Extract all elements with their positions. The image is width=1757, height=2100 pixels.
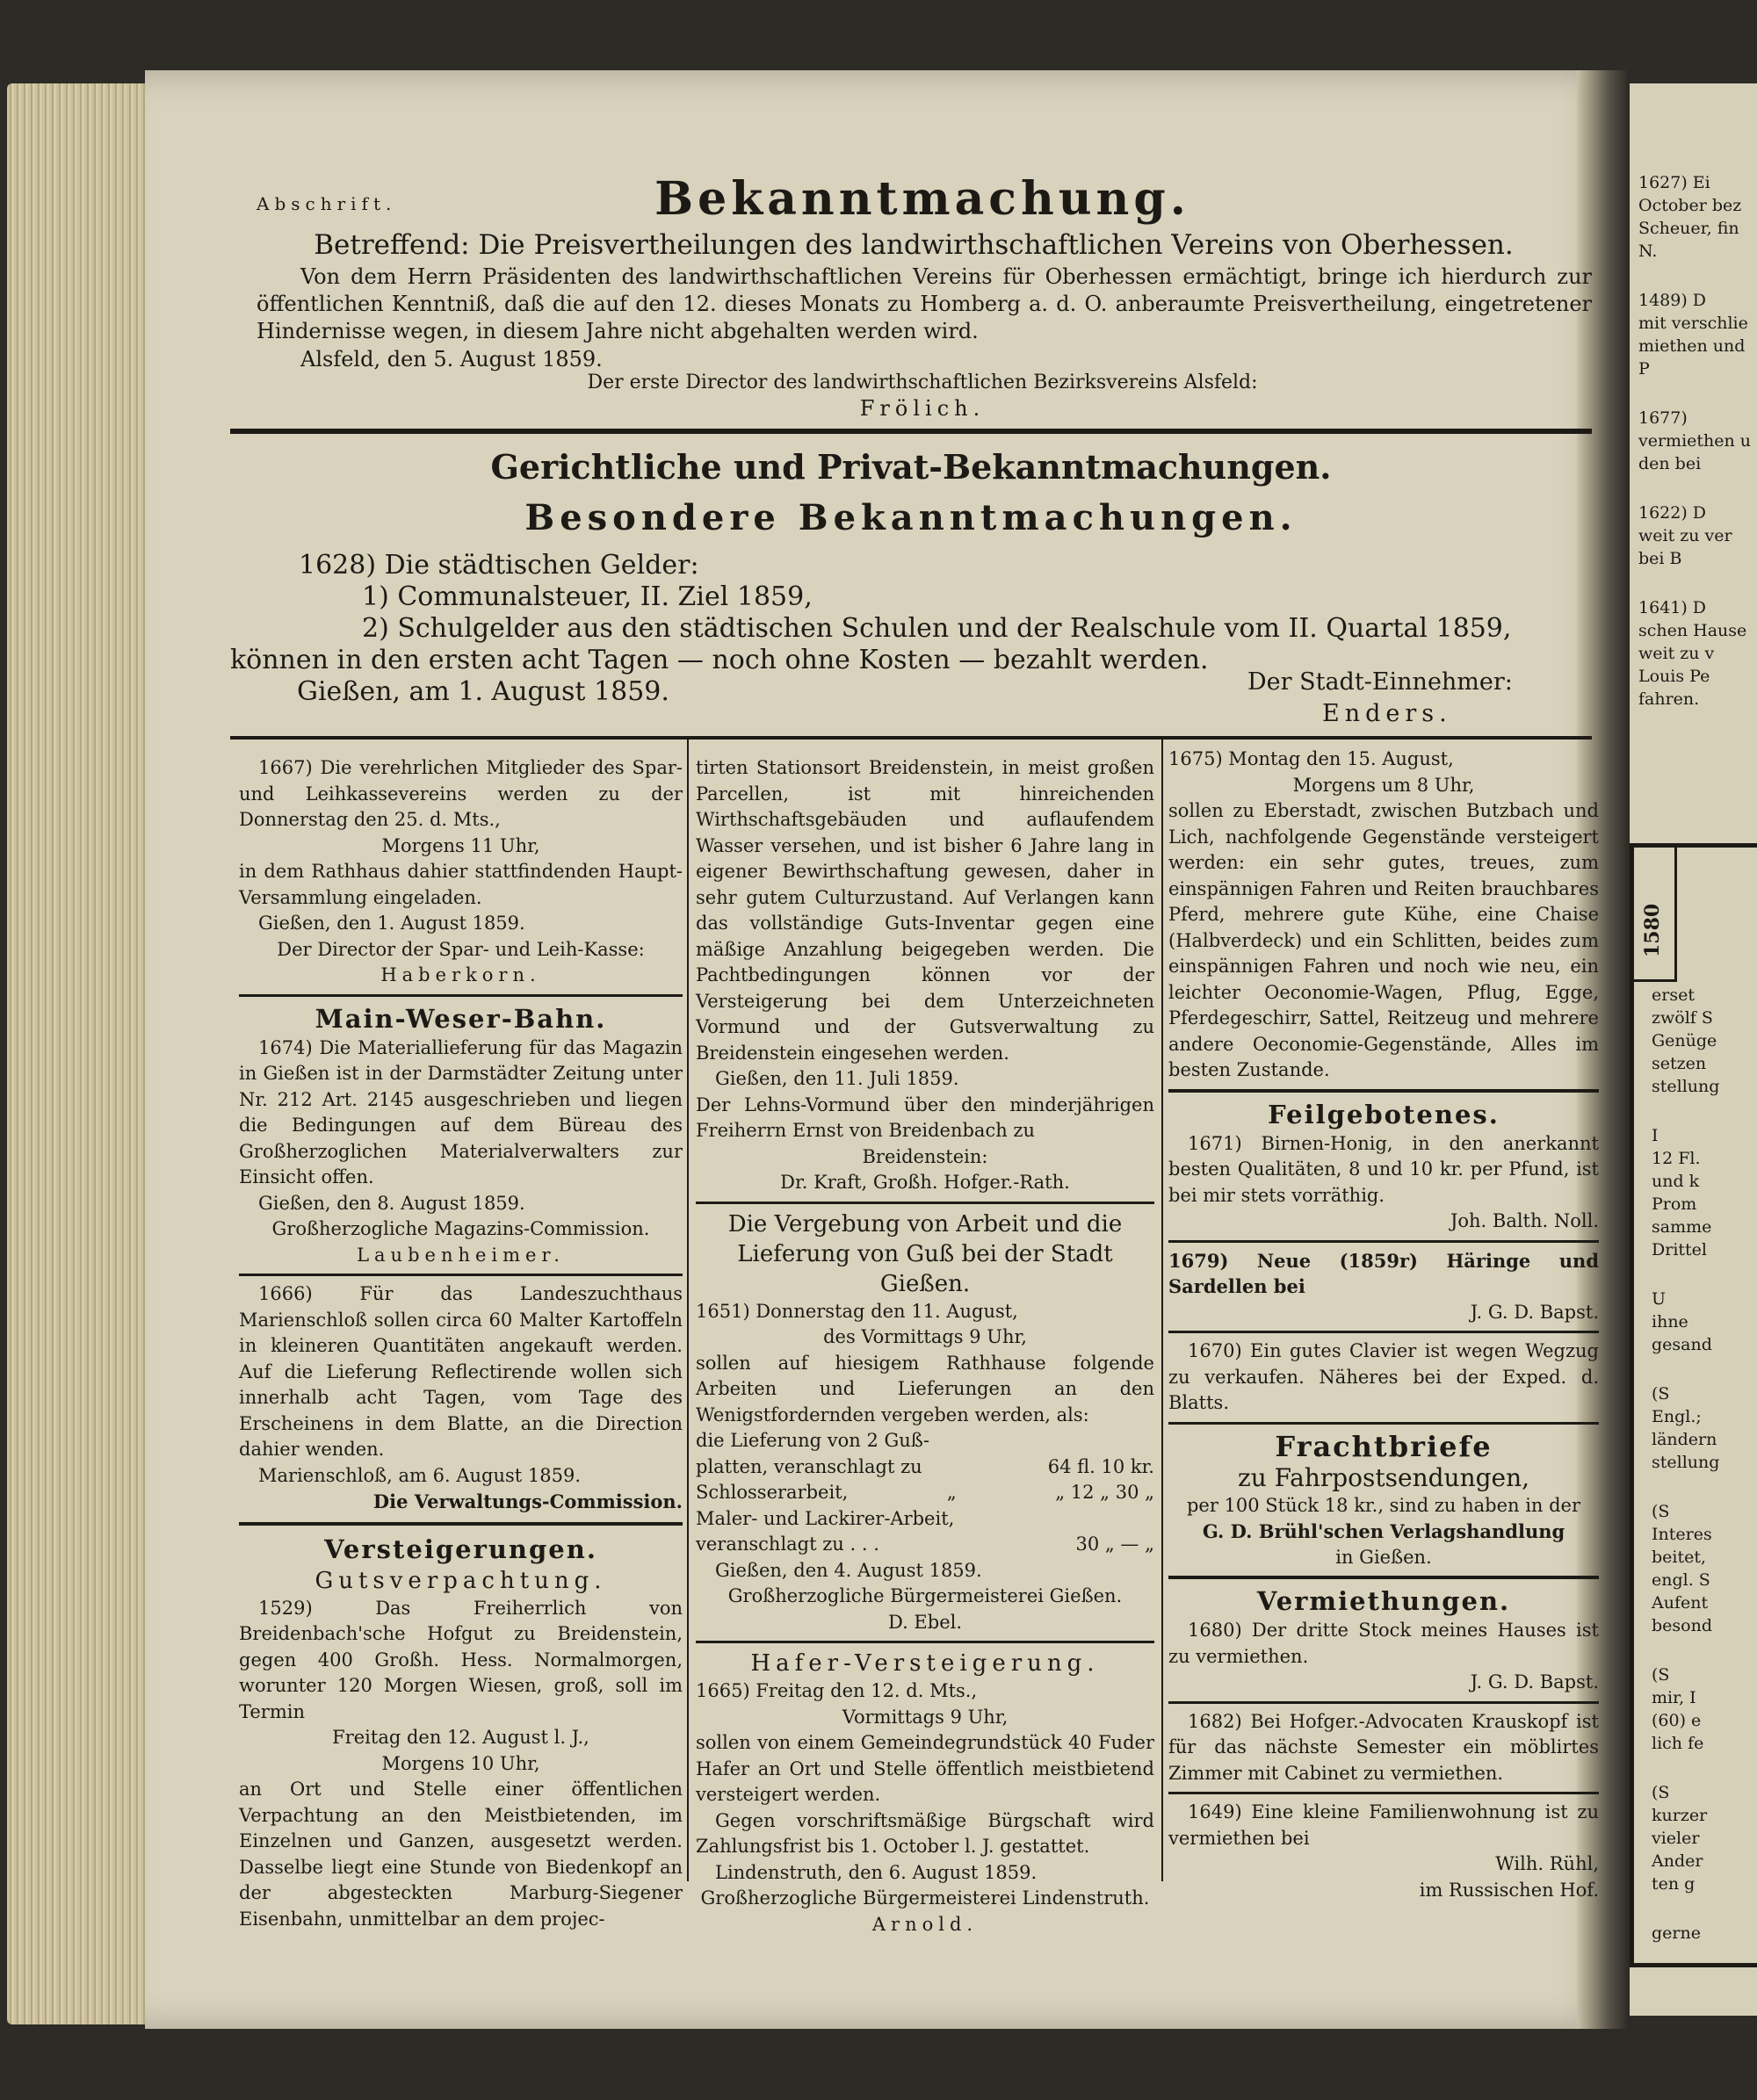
notice-title: Bekanntmachung. (654, 172, 1190, 226)
notice-1680: 1680) Der dritte Stock meines Hauses ist zu vermiethen. (1168, 1620, 1599, 1667)
notice-1651-body: sollen auf hiesigem Rathhause folgende Arbeiten und Lieferungen an den Wenigstfordernden vergeben werden, als: (696, 1352, 1154, 1425)
divider (1168, 1701, 1599, 1704)
divider (696, 1202, 1154, 1204)
abschrift-label: Abschrift. (257, 193, 397, 214)
book-page-edges (7, 83, 156, 2024)
frachtbriefe-publisher: G. D. Brühl'schen Verlagshandlung (1202, 1520, 1565, 1542)
versteigerungen-heading: Versteigerungen. (324, 1534, 597, 1564)
notice-1667-signer: Der Director der Spar- und Leih-Kasse: (277, 938, 645, 960)
adjacent-line: October bez (1638, 196, 1742, 215)
notice-1680-name: J. G. D. Bapst. (1470, 1671, 1599, 1692)
column-1 (239, 755, 683, 1932)
notice-1529-date: Gießen, den 11. Juli 1859. (715, 1068, 959, 1089)
adjacent-line: setzen (1652, 1054, 1707, 1073)
notice-1529-body: an Ort und Stelle einer öffentlichen Verpachtung an den Meistbietenden, im Einzelnen und Ganzen, ausgesetzt werden. Dasselbe liegt eine Stunde von Biedenkopf an der abgesteckten Marburg-Siegener Eisenbahn, unmittelbar an dem projec- (239, 1779, 683, 1930)
cost-row-3 (696, 1506, 1154, 1533)
notice-1529-signer: Der Lehns-Vormund über den minderjährigen Freiherrn Ernst von Breidenbach zu (696, 1093, 1154, 1141)
cost-label: platten, veranschlagt zu (696, 1455, 922, 1477)
adjacent-line: erset (1652, 985, 1695, 1005)
notice-1679: 1679) Neue (1859r) Häringe und Sardellen bei (1168, 1249, 1599, 1297)
notice-1667-name: Haberkorn. (380, 964, 541, 985)
notice-1665-time: Vormittags 9 Uhr, (842, 1706, 1009, 1728)
divider (1168, 1240, 1599, 1243)
vergebung-heading: Die Vergebung von Arbeit und die Lieferung von Guß bei der Stadt Gießen. (727, 1210, 1123, 1297)
notice-1679-name: J. G. D. Bapst. (1470, 1301, 1599, 1323)
column-3 (1168, 747, 1599, 1903)
adjacent-line: weit zu ver (1638, 526, 1732, 545)
hafer-versteigerung-heading: Hafer-Versteigerung. (750, 1650, 1100, 1677)
adjacent-line: kurzer (1652, 1806, 1708, 1825)
box-text (1652, 984, 1757, 1945)
adjacent-line: 12 Fl. (1652, 1149, 1701, 1168)
adjacent-line: und k (1652, 1172, 1700, 1191)
notice-1666-date: Marienschloß, am 6. August 1859. (258, 1464, 582, 1486)
adjacent-line: ten g (1652, 1874, 1696, 1894)
divider (1168, 1792, 1599, 1794)
notice-1674-signer: Großherzogliche Magazins-Commission. (271, 1218, 650, 1239)
frachtbriefe-price: per 100 Stück 18 kr., sind zu haben in der (1186, 1494, 1581, 1516)
cost-row-2 (696, 1480, 1154, 1506)
divider (239, 1522, 683, 1526)
adjacent-line: schen Hause (1638, 621, 1747, 640)
adjacent-line: 1489) D (1638, 291, 1707, 310)
notice-1529-continued: tirten Stationsort Breidenstein, in meist großen Parcellen, ist mit hinreichenden Wirthschaftsgebäuden und auflaufendem Wasser versehen, und ist bisher 6 Jahre lang in eigener Bewirthschaftung gewesen, daher in sehr gutem Culturzustand. Auf Verlangen kann das vollständige Guts-Inventar gegen eine mäßige Anzahlung beigegeben werden. Die Pachtbedingungen können vor der Versteigerung bei dem Unterzeichneten Vormund und der Gutsverwaltung zu Breidenstein eingesehen werden. (696, 757, 1154, 1064)
notice-1649-name: Wilh. Rühl, (1495, 1853, 1599, 1874)
divider (696, 1641, 1154, 1643)
notice-1628-line2: 1) Communalsteuer, II. Ziel 1859, (362, 581, 813, 612)
adjacent-line: miethen und (1638, 336, 1746, 356)
cost-value: 64 fl. 10 kr. (1047, 1455, 1154, 1477)
notice-subject: Betreffend: Die Preisvertheilungen des landwirthschaftlichen Vereins von Oberhessen. (314, 229, 1514, 261)
notice-1651-time: des Vormittags 9 Uhr, (823, 1326, 1027, 1347)
adjacent-line: mit verschlie (1638, 314, 1748, 333)
notice-1665-date: Lindenstruth, den 6. August 1859. (715, 1861, 1038, 1883)
adjacent-line: den bei (1638, 454, 1702, 473)
cost-row-3b (696, 1532, 1154, 1558)
adjacent-line: (60) e (1652, 1711, 1702, 1730)
adjacent-line: P (1638, 359, 1650, 379)
adjacent-line: (S (1652, 1384, 1670, 1404)
cost-row-1b (696, 1454, 1154, 1481)
notice-1670: 1670) Ein gutes Clavier ist wegen Wegzug zu verkaufen. Näheres bei der Exped. d. Blatts. (1168, 1340, 1599, 1413)
adjacent-line: Ander (1652, 1851, 1703, 1871)
notice-1651-signer: Großherzogliche Bürgermeisterei Gießen. (727, 1585, 1123, 1606)
cost-row-1 (696, 1428, 1154, 1454)
adjacent-line: Engl.; (1652, 1407, 1702, 1426)
cost-label: Maler- und Lackirer-Arbeit, (696, 1507, 955, 1529)
cost-value: „ 12 „ 30 „ (1055, 1482, 1154, 1503)
adjacent-line: fahren. (1638, 689, 1700, 709)
notice-1649: 1649) Eine kleine Familienwohnung ist zu vermiethen bei (1168, 1801, 1599, 1849)
divider (1168, 1089, 1599, 1093)
column-rule-1 (687, 740, 689, 1881)
notice-1651-date: Gießen, den 4. August 1859. (715, 1559, 982, 1581)
notice-1628-signer: Der Stadt-Einnehmer: (1247, 668, 1513, 696)
box-number: 1580 (1641, 903, 1664, 957)
adjacent-line: N. (1638, 242, 1658, 261)
notice-1666: 1666) Für das Landeszuchthaus Marienschloß sollen circa 60 Malter Kartoffeln in kleineren Quantitäten angekauft werden. Auf die Lieferung Reflectirende wollen sich innerhalb acht Tagen, vom Tage des Erscheinens in dem Blatte, an die Direction dahier wenden. (239, 1283, 683, 1460)
adjacent-page (1630, 83, 1757, 2016)
notice-1628-line1: 1628) Die städtischen Gelder: (299, 550, 699, 581)
divider-thick (230, 429, 1592, 434)
notice-1674-date: Gießen, den 8. August 1859. (258, 1192, 525, 1214)
cost-value: 30 „ — „ (1075, 1534, 1154, 1555)
gutsverpachtung-heading: Gutsverpachtung. (315, 1567, 607, 1594)
adjacent-line: I (1652, 1126, 1659, 1145)
adjacent-line: Louis Pe (1638, 667, 1710, 686)
adjacent-line: stellung (1652, 1453, 1720, 1472)
cost-mark: „ (946, 1482, 957, 1503)
notice-1651-name: D. Ebel. (887, 1611, 963, 1633)
notice-1628-line3: 2) Schulgelder aus den städtischen Schulen und der Realschule vom II. Quartal 1859, (362, 613, 1512, 644)
adjacent-line: (S (1652, 1665, 1670, 1685)
notice-1667: 1667) Die verehrlichen Mitglieder des Spar- und Leihkassevereins werden zu der Donnerstag den 25. d. Mts., (239, 757, 683, 830)
notice-1529: 1529) Das Freiherrlich von Breidenbach'sche Hofgut zu Breidenstein, gegen 400 Großh. Hess. Normalmorgen, worunter 120 Morgen Wiesen, groß, soll im Termin (239, 1597, 683, 1722)
notice-director: Der erste Director des landwirthschaftlichen Bezirksvereins Alsfeld: (587, 372, 1258, 393)
adjacent-line: Drittel (1652, 1240, 1707, 1259)
adjacent-line: lich fe (1652, 1734, 1704, 1753)
divider (1168, 1331, 1599, 1333)
notice-1667-body: in dem Rathhaus dahier stattfindenden Haupt-Versammlung eingeladen. (239, 861, 683, 908)
adjacent-line: U (1652, 1289, 1667, 1309)
adjacent-line: Prom (1652, 1194, 1697, 1214)
adjacent-line: beitet, (1652, 1548, 1707, 1567)
divider (1168, 1422, 1599, 1425)
adjacent-line: samme (1652, 1217, 1712, 1237)
adjacent-page-box (1630, 843, 1757, 1967)
column-2 (696, 755, 1154, 1938)
adjacent-line: 1677) (1638, 408, 1688, 428)
notice-1529-signer-name: Dr. Kraft, Großh. Hofger.-Rath. (780, 1172, 1070, 1193)
adjacent-line: Genüge (1652, 1031, 1717, 1050)
adjacent-line: 1622) D (1638, 503, 1707, 523)
notice-1667-date: Gießen, den 1. August 1859. (258, 913, 525, 934)
notice-1665-terms: Gegen vorschriftsmäßige Bürgschaft wird Zahlungsfrist bis 1. October l. J. gestattet. (696, 1809, 1154, 1857)
adjacent-line: bei B (1638, 549, 1682, 568)
cost-label: veranschlagt zu . . . (696, 1534, 879, 1555)
cost-label: Schlosserarbeit, (696, 1482, 849, 1503)
adjacent-line: gesand (1652, 1335, 1712, 1354)
adjacent-line: mir, I (1652, 1688, 1696, 1707)
adjacent-line: engl. S (1652, 1570, 1710, 1590)
adjacent-line: vieler (1652, 1829, 1700, 1848)
adjacent-line: 1641) D (1638, 598, 1707, 617)
notice-1671: 1671) Birnen-Honig, in den anerkannt besten Qualitäten, 8 und 10 kr. per Pfund, ist bei mir stets vorräthig. (1168, 1132, 1599, 1206)
notice-1529-day: Freitag den 12. August l. J., (332, 1727, 589, 1748)
divider-columns-top (230, 736, 1592, 740)
notice-1671-name: Joh. Balth. Noll. (1450, 1210, 1599, 1231)
frachtbriefe-subheading: zu Fahrpostsendungen, (1237, 1462, 1530, 1492)
adjacent-line: zwölf S (1652, 1008, 1713, 1028)
divider (239, 994, 683, 997)
notice-1628-line4: können in den ersten acht Tagen — noch ohne Kosten — bezahlt werden. (230, 645, 1209, 675)
notice-1649-place: im Russischen Hof. (1419, 1879, 1599, 1901)
notice-1666-signer: Die Verwaltungs-Commission. (372, 1490, 683, 1512)
notice-1675: 1675) Montag den 15. August, (1168, 748, 1454, 769)
adjacent-line: gerne (1652, 1923, 1701, 1943)
adjacent-line: Interes (1652, 1525, 1712, 1544)
notice-1675-body: sollen zu Eberstadt, zwischen Butzbach und Lich, nachfolgende Gegenstände versteigert werden: ein sehr gutes, treues, zum einspännigen Fahren und Reiten brauchbares Pferd, mehrere gute Kühe, eine Chaise (Halbverdeck) und ein Schlitten, beides zum einspännigen Fahren und noch wie neu, ein leichter Oeconomie-Wagen, Pflug, Egge, Pferdegeschirr, Sattel, Reitzeug und mehrere andere Oeconomie-Gegenstände, Alles im besten Zustande. (1168, 800, 1599, 1080)
notice-1665-signer: Großherzogliche Bürgermeisterei Lindenstruth. (700, 1887, 1150, 1909)
adjacent-page-text (1638, 171, 1757, 711)
notice-1665-body: sollen von einem Gemeindegrundstück 40 Fuder Hafer an Ort und Stelle öffentlich meistbietend versteigert werden. (696, 1732, 1154, 1805)
adjacent-line: Aufent (1652, 1593, 1709, 1613)
notice-1667-time: Morgens 11 Uhr, (381, 834, 540, 856)
divider (1168, 1576, 1599, 1579)
adjacent-line: (S (1652, 1783, 1670, 1802)
divider (239, 1274, 683, 1276)
adjacent-line: ihne (1652, 1312, 1688, 1331)
adjacent-line: 1627) Ei (1638, 173, 1710, 192)
notice-signer-name: Frölich. (859, 396, 986, 421)
frachtbriefe-heading: Frachtbriefe (1275, 1429, 1493, 1463)
notice-1665: 1665) Freitag den 12. d. Mts., (696, 1680, 978, 1701)
notice-1651: 1651) Donnerstag den 11. August, (696, 1300, 1018, 1322)
feilgebotenes-heading: Feilgebotenes. (1268, 1099, 1500, 1129)
adjacent-line: stellung (1652, 1077, 1720, 1096)
notice-1674-name: Laubenheimer. (357, 1244, 565, 1266)
adjacent-line: ländern (1652, 1430, 1717, 1449)
frachtbriefe-place: in Gießen. (1335, 1546, 1432, 1568)
notice-1665-name: Arnold. (871, 1913, 979, 1935)
notice-1529-time: Morgens 10 Uhr, (381, 1752, 540, 1774)
notice-1529-signer-place: Breidenstein: (862, 1145, 988, 1167)
adjacent-line: weit zu v (1638, 644, 1715, 663)
box-number-cell (1634, 848, 1677, 982)
cost-label: die Lieferung von 2 Guß- (696, 1430, 929, 1451)
notice-1675-time: Morgens um 8 Uhr, (1292, 774, 1475, 796)
notice-1682: 1682) Bei Hofger.-Advocaten Krauskopf ist für das nächste Semester ein möblirtes Zimmer mit Cabinet zu vermiethen. (1168, 1710, 1599, 1784)
notice-date: Alsfeld, den 5. August 1859. (300, 347, 603, 372)
adjacent-line: besond (1652, 1616, 1712, 1635)
vermiethungen-heading: Vermiethungen. (1256, 1586, 1511, 1616)
section-subheading: Besondere Bekanntmachungen. (524, 497, 1298, 538)
adjacent-line: vermiethen u (1638, 431, 1752, 451)
main-weser-bahn-heading: Main-Weser-Bahn. (315, 1003, 607, 1034)
notice-1628-date: Gießen, am 1. August 1859. (297, 676, 669, 707)
adjacent-line: (S (1652, 1502, 1670, 1521)
notice-1628-name: Enders. (1322, 700, 1452, 727)
section-heading: Gerichtliche und Privat-Bekanntmachungen. (490, 447, 1332, 487)
adjacent-line: Scheuer, fin (1638, 219, 1739, 238)
notice-1674: 1674) Die Materiallieferung für das Magazin in Gießen ist in der Darmstädter Zeitung unter Nr. 212 Art. 2145 ausgeschrieben und liegen die Bedingungen auf dem Büreau des Großherzoglichen Materialverwalters zur Einsicht offen. (239, 1036, 683, 1187)
column-rule-2 (1161, 740, 1163, 1881)
notice-body: Von dem Herrn Präsidenten des landwirthschaftlichen Vereins für Oberhessen ermächtigt, bringe ich hierdurch zur öffentlichen Kenntniß, daß die auf den 12. dieses Monats zu Homberg a. d. O. anberaumte Preisvertheilung, eingetretener Hindernisse wegen, in diesem Jahre nicht abgehalten werden wird. (257, 264, 1592, 343)
